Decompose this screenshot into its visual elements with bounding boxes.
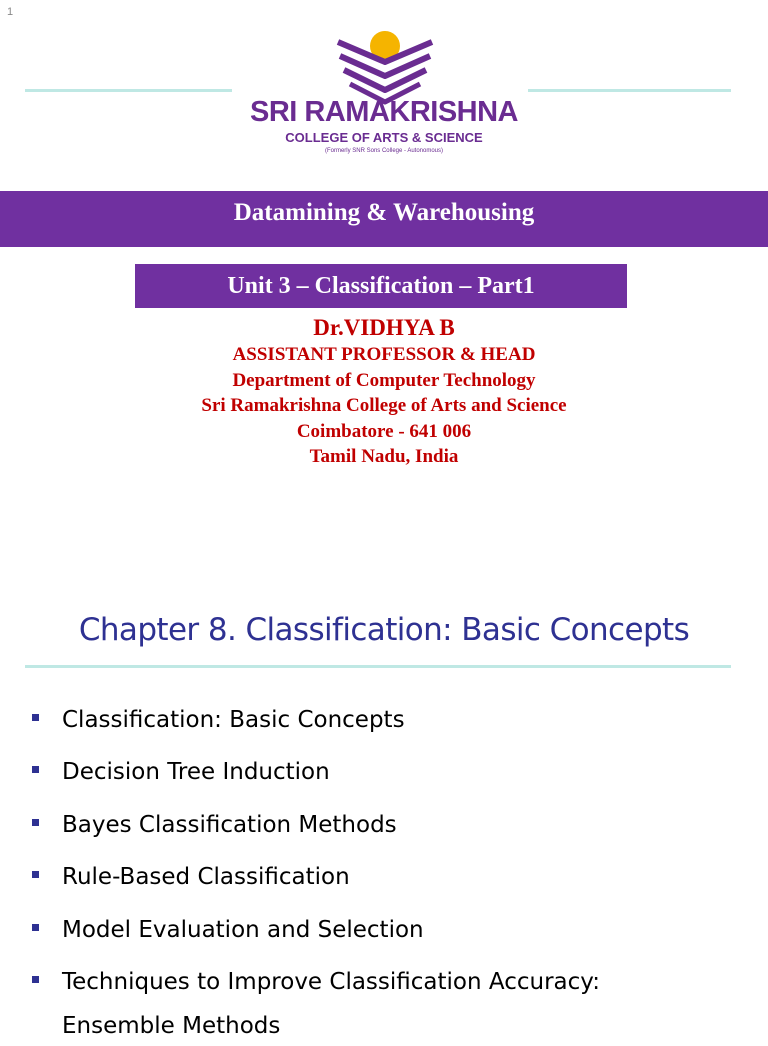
author-block [0,314,768,470]
author-state: Tamil Nadu, India [309,446,459,467]
list-item-text: Classification: Basic Concepts [62,707,405,733]
list-item-text: Bayes Classification Methods [62,812,397,838]
college-logo-icon [330,28,440,106]
bullet-square-icon [32,976,39,983]
header-left-rule [25,89,232,92]
bullet-square-icon [32,819,39,826]
author-institution: Sri Ramakrishna College of Arts and Science [201,395,567,416]
list-item-text: Rule-Based Classification [62,864,350,890]
header-right-rule [528,89,731,92]
bullet-square-icon [32,714,39,721]
list-item-text: Techniques to Improve Classification Accuracy: [62,969,600,995]
list-item-text: Ensemble Methods [62,1013,281,1039]
author-name: Dr.VIDHYA B [313,315,455,340]
logo-college-subtitle: COLLEGE OF ARTS & SCIENCE [285,130,483,145]
author-department: Department of Computer Technology [232,369,536,391]
chapter-title: Chapter 8. Classification: Basic Concepts [78,612,690,648]
course-title-band: Datamining & Warehousing [0,191,768,247]
logo-tagline: (Formerly SNR Sons College - Autonomous) [324,148,444,154]
unit-title-box: Unit 3 – Classification – Part1 [135,264,627,308]
page-number: 1 [7,6,14,18]
author-designation: ASSISTANT PROFESSOR & HEAD [232,344,536,365]
logo-college-name: SRI RAMAKRISHNA [250,96,518,128]
list-item-text: Decision Tree Induction [62,759,330,785]
chapter-title-rule [25,665,731,668]
bullet-square-icon [32,924,39,931]
author-city: Coimbatore - 641 006 [296,420,472,442]
bullet-square-icon [32,871,39,878]
bullet-square-icon [32,766,39,773]
list-item-text: Model Evaluation and Selection [62,917,424,943]
